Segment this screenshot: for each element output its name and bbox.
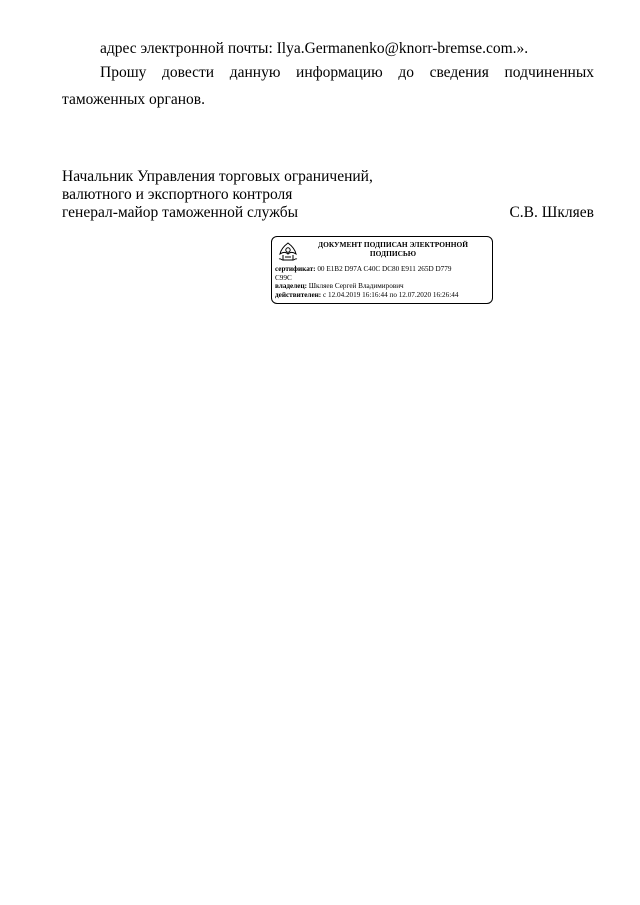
stamp-title: ДОКУМЕНТ ПОДПИСАН ЭЛЕКТРОННОЙ ПОДПИСЬЮ — [318, 240, 468, 258]
certificate-row — [275, 265, 489, 274]
request-word: довести — [162, 64, 215, 81]
owner-label: владелец: — [275, 282, 307, 291]
request-word: до — [398, 64, 414, 81]
request-word: подчиненных — [504, 64, 594, 81]
email-line: адрес электронной почты: Ilya.Germanenko@knorr-bremse.com.». — [100, 40, 529, 57]
request-line — [100, 64, 594, 82]
position-line-2: валютного и экспортного контроля — [62, 186, 293, 203]
certificate-value-cont: C99C — [275, 273, 292, 282]
digital-signature-stamp — [271, 236, 493, 304]
validity-row — [275, 291, 489, 300]
owner-row — [275, 282, 489, 291]
request-word: информацию — [296, 64, 383, 81]
position-line-3: генерал-майор таможенной службы — [62, 204, 298, 221]
request-word: сведения — [429, 64, 489, 81]
signer-name: С.В. Шкляев — [509, 204, 594, 221]
validity-value: с 12.04.2019 16:16:44 по 12.07.2020 16:26:44 — [323, 290, 459, 299]
certificate-value: 00 E1B2 D97A C40C DC80 E911 265D D779 — [317, 265, 452, 273]
certificate-label: сертификат: — [275, 265, 316, 273]
customs-emblem-icon — [277, 241, 299, 263]
request-word: Прошу — [100, 64, 147, 81]
request-word: данную — [229, 64, 281, 81]
certificate-row-cont — [275, 274, 489, 283]
position-line-1: Начальник Управления торговых ограничений, — [62, 168, 373, 185]
request-continuation: таможенных органов. — [62, 91, 206, 108]
validity-label: действителен: — [275, 290, 322, 299]
owner-value: Шкляев Сергей Владимирович — [308, 282, 404, 291]
